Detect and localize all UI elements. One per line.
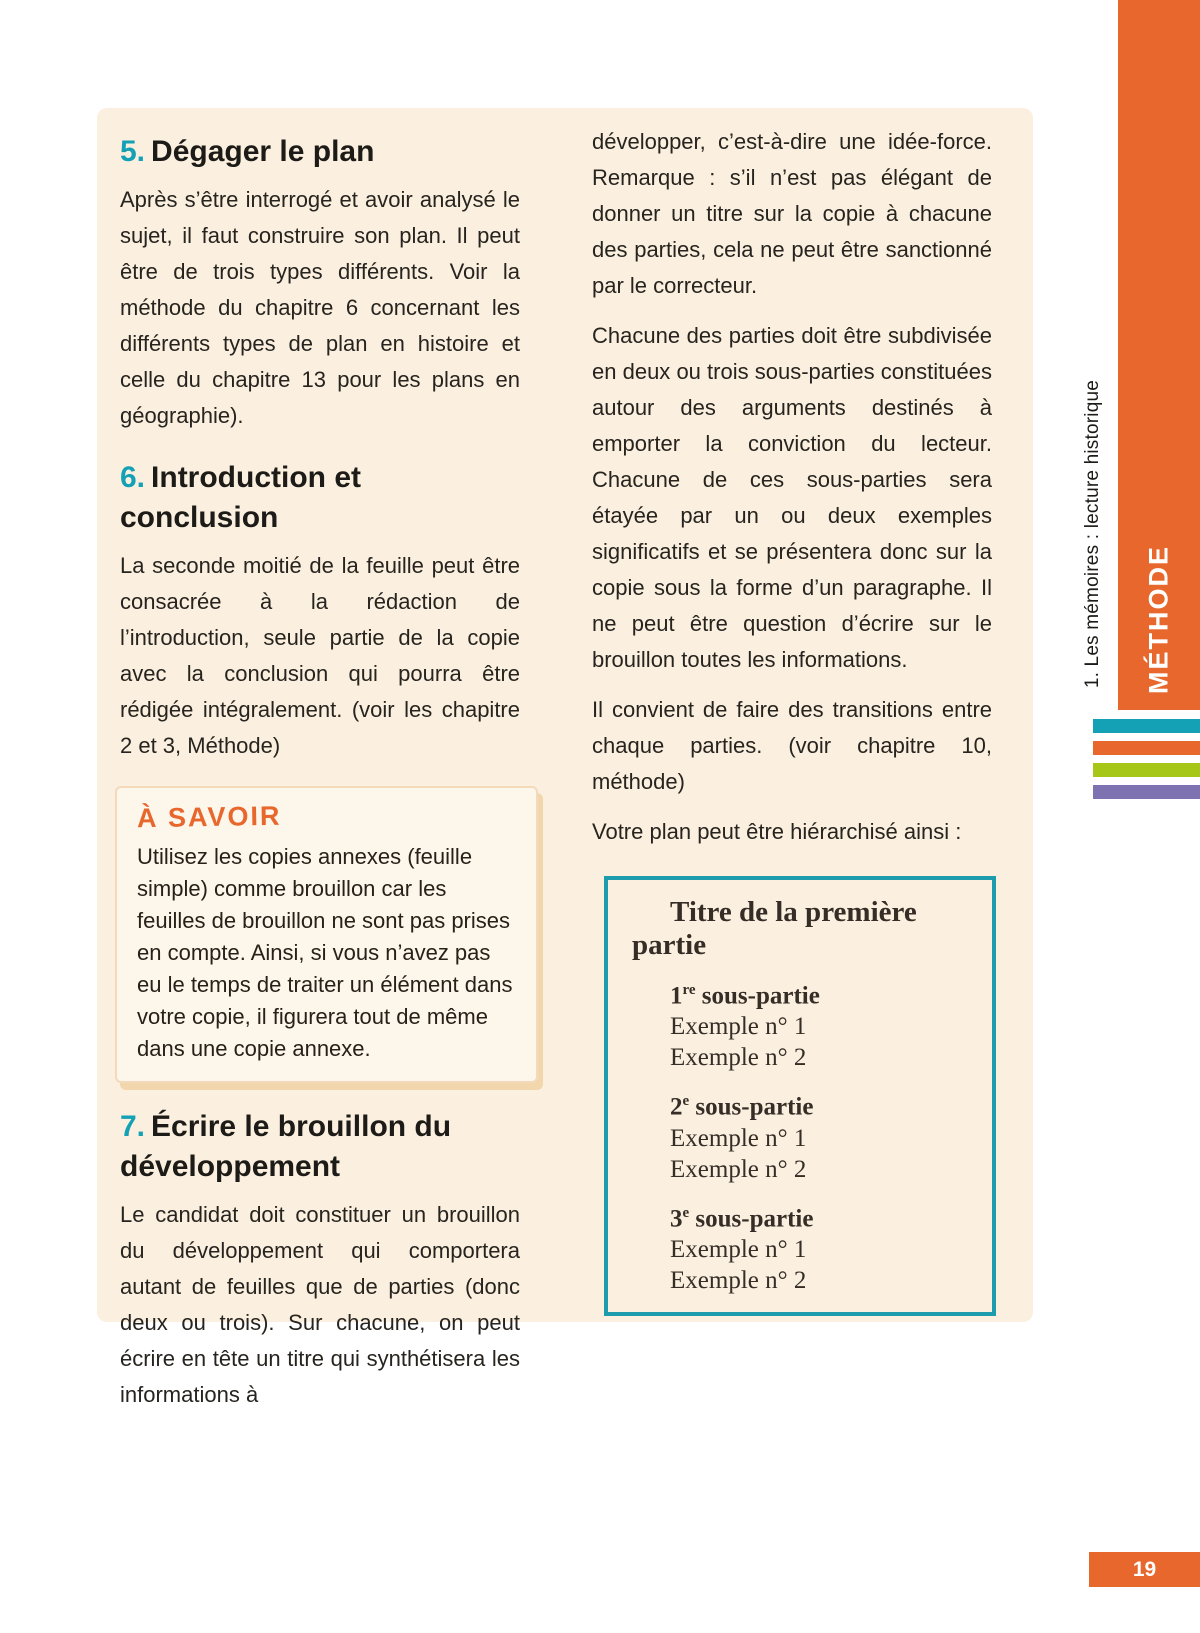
- right-paragraph-2: Chacune des parties doit être subdivisée en deux ou trois sous-parties constituées autour des arguments destinés à emporter la conviction du lecteur. Chacune de ces sous-parties sera étayée par un ou deux exemples significatifs et se présentera donc sur la copie sous la forme d’un paragraphe. Il ne peut être question d’écrire sur le brouillon toutes les informations.: [592, 323, 992, 672]
- a-savoir-title: À SAVOIR: [136, 800, 282, 834]
- plan-subpart: [670, 975, 974, 1073]
- plan-example: Exemple n° 2: [670, 1155, 807, 1183]
- plan-subpart: [670, 1198, 974, 1296]
- plan-example: Exemple n° 1: [670, 1013, 807, 1041]
- color-bar-3: [1093, 763, 1200, 777]
- section-6-heading: [120, 458, 520, 538]
- section-6-paragraph: La seconde moitié de la feuille peut être consacrée à la rédaction de l’introduction, seule partie de la copie avec la conclusion qui pourra être rédigée intégralement. (voir les chapitre 2 et 3, Méthode): [120, 553, 520, 758]
- plan-example: Exemple n° 1: [670, 1235, 807, 1263]
- a-savoir-callout: [115, 786, 538, 1083]
- color-bars: [1093, 719, 1200, 807]
- right-paragraph-4: Votre plan peut être hiérarchisé ainsi :: [592, 819, 962, 844]
- plan-subpart: [670, 1086, 974, 1184]
- right-column: [592, 124, 992, 1316]
- color-bar-1: [1093, 719, 1200, 733]
- right-paragraph-3: Il convient de faire des transitions entre chaque parties. (voir chapitre 10, méthode): [592, 697, 992, 794]
- plan-subpart-title: 3e sous-partie: [670, 1204, 814, 1232]
- section-5-paragraph: Après s’être interrogé et avoir analysé le sujet, il faut construire son plan. Il peut être de trois types différents. Voir la méthode du chapitre 6 concernant les différents types de plan en histoire et celle du chapitre 13 pour les plans en géographie).: [120, 187, 520, 428]
- section-7-number: 7.: [120, 1110, 146, 1143]
- left-column: [120, 124, 520, 1413]
- chapter-vertical-label-text: 1. Les mémoires : lecture historique: [1082, 379, 1103, 689]
- plan-subparts: [670, 975, 974, 1296]
- section-7-heading: [120, 1107, 520, 1187]
- content-panel: [97, 108, 1033, 1407]
- plan-example: Exemple n° 2: [670, 1266, 807, 1294]
- section-6-number: 6.: [120, 461, 146, 494]
- chapter-vertical-label: [1082, 362, 1112, 706]
- page-number-box: [1089, 1552, 1200, 1587]
- method-tab-label: MÉTHODE: [1143, 545, 1174, 694]
- section-7-paragraph: Le candidat doit constituer un brouillon du développement qui comportera autant de feuilles que de parties (donc deux ou trois). Sur chacune, on peut écrire en tête un titre qui synthétisera les informations à: [120, 1202, 520, 1407]
- page-number: 19: [1132, 1557, 1157, 1581]
- method-side-tab: [1118, 0, 1200, 710]
- section-5-title: Dégager le plan: [151, 135, 375, 168]
- section-6-title: Introduction et conclusion: [120, 461, 362, 534]
- right-paragraph-1: développer, c’est-à-dire une idée-force. Remarque : s’il n’est pas élégant de donner un titre sur la copie à chacune des parties, cela ne peut être sanctionné par le correcteur.: [592, 129, 992, 298]
- plan-example: Exemple n° 2: [670, 1044, 807, 1072]
- section-7-title: Écrire le brouillon du développement: [120, 1110, 452, 1183]
- plan-title: Titre de la première partie: [632, 896, 917, 961]
- plan-subpart-title: 2e sous-partie: [670, 1093, 814, 1121]
- plan-outline-box: [604, 876, 996, 1316]
- plan-subpart-title: 1re sous-partie: [670, 982, 820, 1010]
- section-5-number: 5.: [120, 135, 146, 168]
- color-bar-4: [1093, 785, 1200, 799]
- a-savoir-body: Utilisez les copies annexes (feuille simple) comme brouillon car les feuilles de brouillon ne sont pas prises en compte. Ainsi, si vous n’avez pas eu le temps de traiter un élément dans votre copie, il figurera tout de même dans une copie annexe.: [137, 844, 513, 1061]
- section-5-heading: [120, 132, 520, 172]
- plan-example: Exemple n° 1: [670, 1124, 807, 1152]
- color-bar-2: [1093, 741, 1200, 755]
